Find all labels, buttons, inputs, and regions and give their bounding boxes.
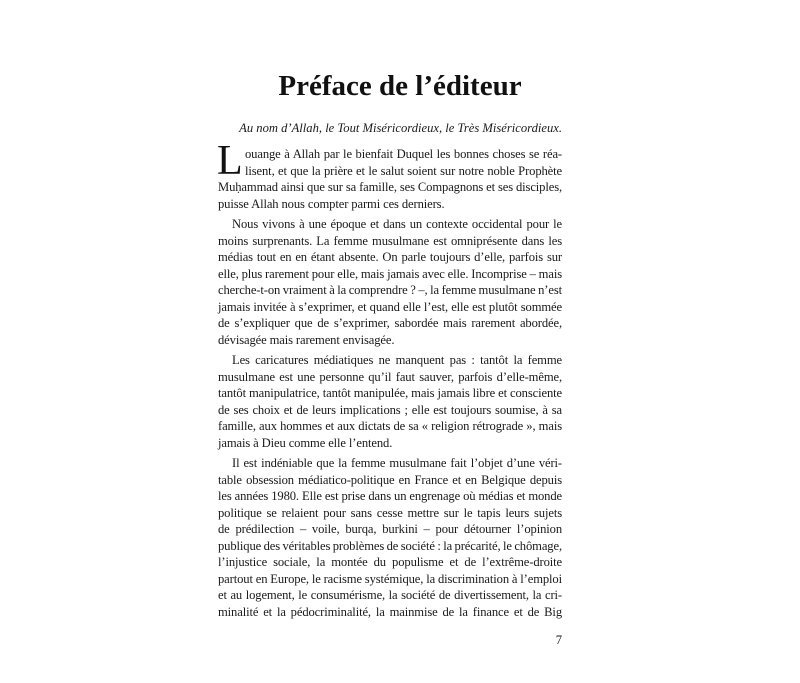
text-line: dévisagée mais rarement envisagée.: [218, 332, 395, 347]
preface-body: [217, 138, 562, 620]
text-line: de prédilection – voile, burqa, burkini – pour détourner l’opinion: [218, 522, 562, 536]
text-line: puisse Allah nous compter parmi ces derniers.: [218, 196, 445, 211]
text-line: Il est indéniable que la femme musulmane fait l’objet d’une véri-: [232, 456, 562, 470]
text-line: l’injustice sociale, la montée du populisme et de l’extrême-droite: [218, 555, 562, 569]
text-line: elle, plus rarement pour elle, mais jamais avec elle. Incomprise – mais: [218, 266, 562, 281]
text-line: les années 1980. Elle est prise dans un engrenage où médias et monde: [218, 489, 562, 503]
text-line: table obsession médiatico-politique en France et en Belgique depuis: [218, 472, 562, 487]
text-line: famille, aux hommes et aux dictats de sa « religion rétrograde », mais: [218, 419, 562, 433]
text-line: et au logement, le consumérisme, la société de divertissement, la cri-: [218, 588, 562, 602]
text-line: Les caricatures médiatiques ne manquent pas : tantôt la femme: [232, 353, 562, 367]
text-line: tantôt manipulatrice, tantôt manipulée, mais jamais libre et consciente: [218, 386, 562, 400]
invocation: Au nom d’Allah, le Tout Miséricordieux, le Très Miséricordieux.: [239, 121, 562, 135]
page-number: 7: [555, 633, 562, 647]
text-line: de ses choix et de leurs implications ; elle est toujours soumise, à sa: [218, 402, 562, 417]
text-line: minalité et la pédocriminalité, la mainmise de la finance et de Big: [218, 604, 562, 619]
text-line: jamais invitée à s’exprimer, et quand elle l’est, elle est plutôt sommée: [218, 299, 562, 314]
text-line: Muḥammad ainsi que sur sa famille, ses Compagnons et ses disciples,: [218, 180, 562, 194]
paragraph: [218, 352, 562, 451]
paragraph: [217, 138, 562, 212]
text-line: Nous vivons à une époque et dans un contexte occidental pour le: [232, 217, 562, 231]
text-line: partout en Europe, le racisme systémique, la discrimination à l’emploi: [218, 571, 562, 586]
drop-cap: L: [217, 138, 243, 184]
text-line: médias tout en en étant absente. On parle toujours d’elle, parfois sur: [218, 250, 562, 264]
text-line: publique des véritables problèmes de société : la précarité, le chômage,: [218, 538, 562, 553]
text-line: lisent, et que la prière et le salut soient sur notre noble Prophète: [245, 163, 562, 178]
text-line: moins surprenants. La femme musulmane est omniprésente dans les: [218, 233, 562, 248]
text-line: ouange à Allah par le bienfait Duquel les bonnes choses se réa-: [245, 147, 562, 161]
text-line: politique se relaient pour sans cesse mettre sur le tapis leurs sujets: [218, 505, 562, 520]
text-line: cherche-t-on vraiment à la comprendre ? –, la femme musulmane n’est: [218, 283, 562, 297]
text-line: musulmane est une personne qu’il faut sauver, parfois d’elle-même,: [218, 369, 562, 384]
paragraph: [218, 455, 562, 620]
text-line: jamais à Dieu comme elle l’entend.: [218, 435, 393, 450]
page-title: Préface de l’éditeur: [278, 70, 522, 102]
text-line: de s’expliquer que de s’exprimer, sabordée mais rarement abordée,: [218, 316, 562, 330]
paragraph: [218, 216, 562, 348]
